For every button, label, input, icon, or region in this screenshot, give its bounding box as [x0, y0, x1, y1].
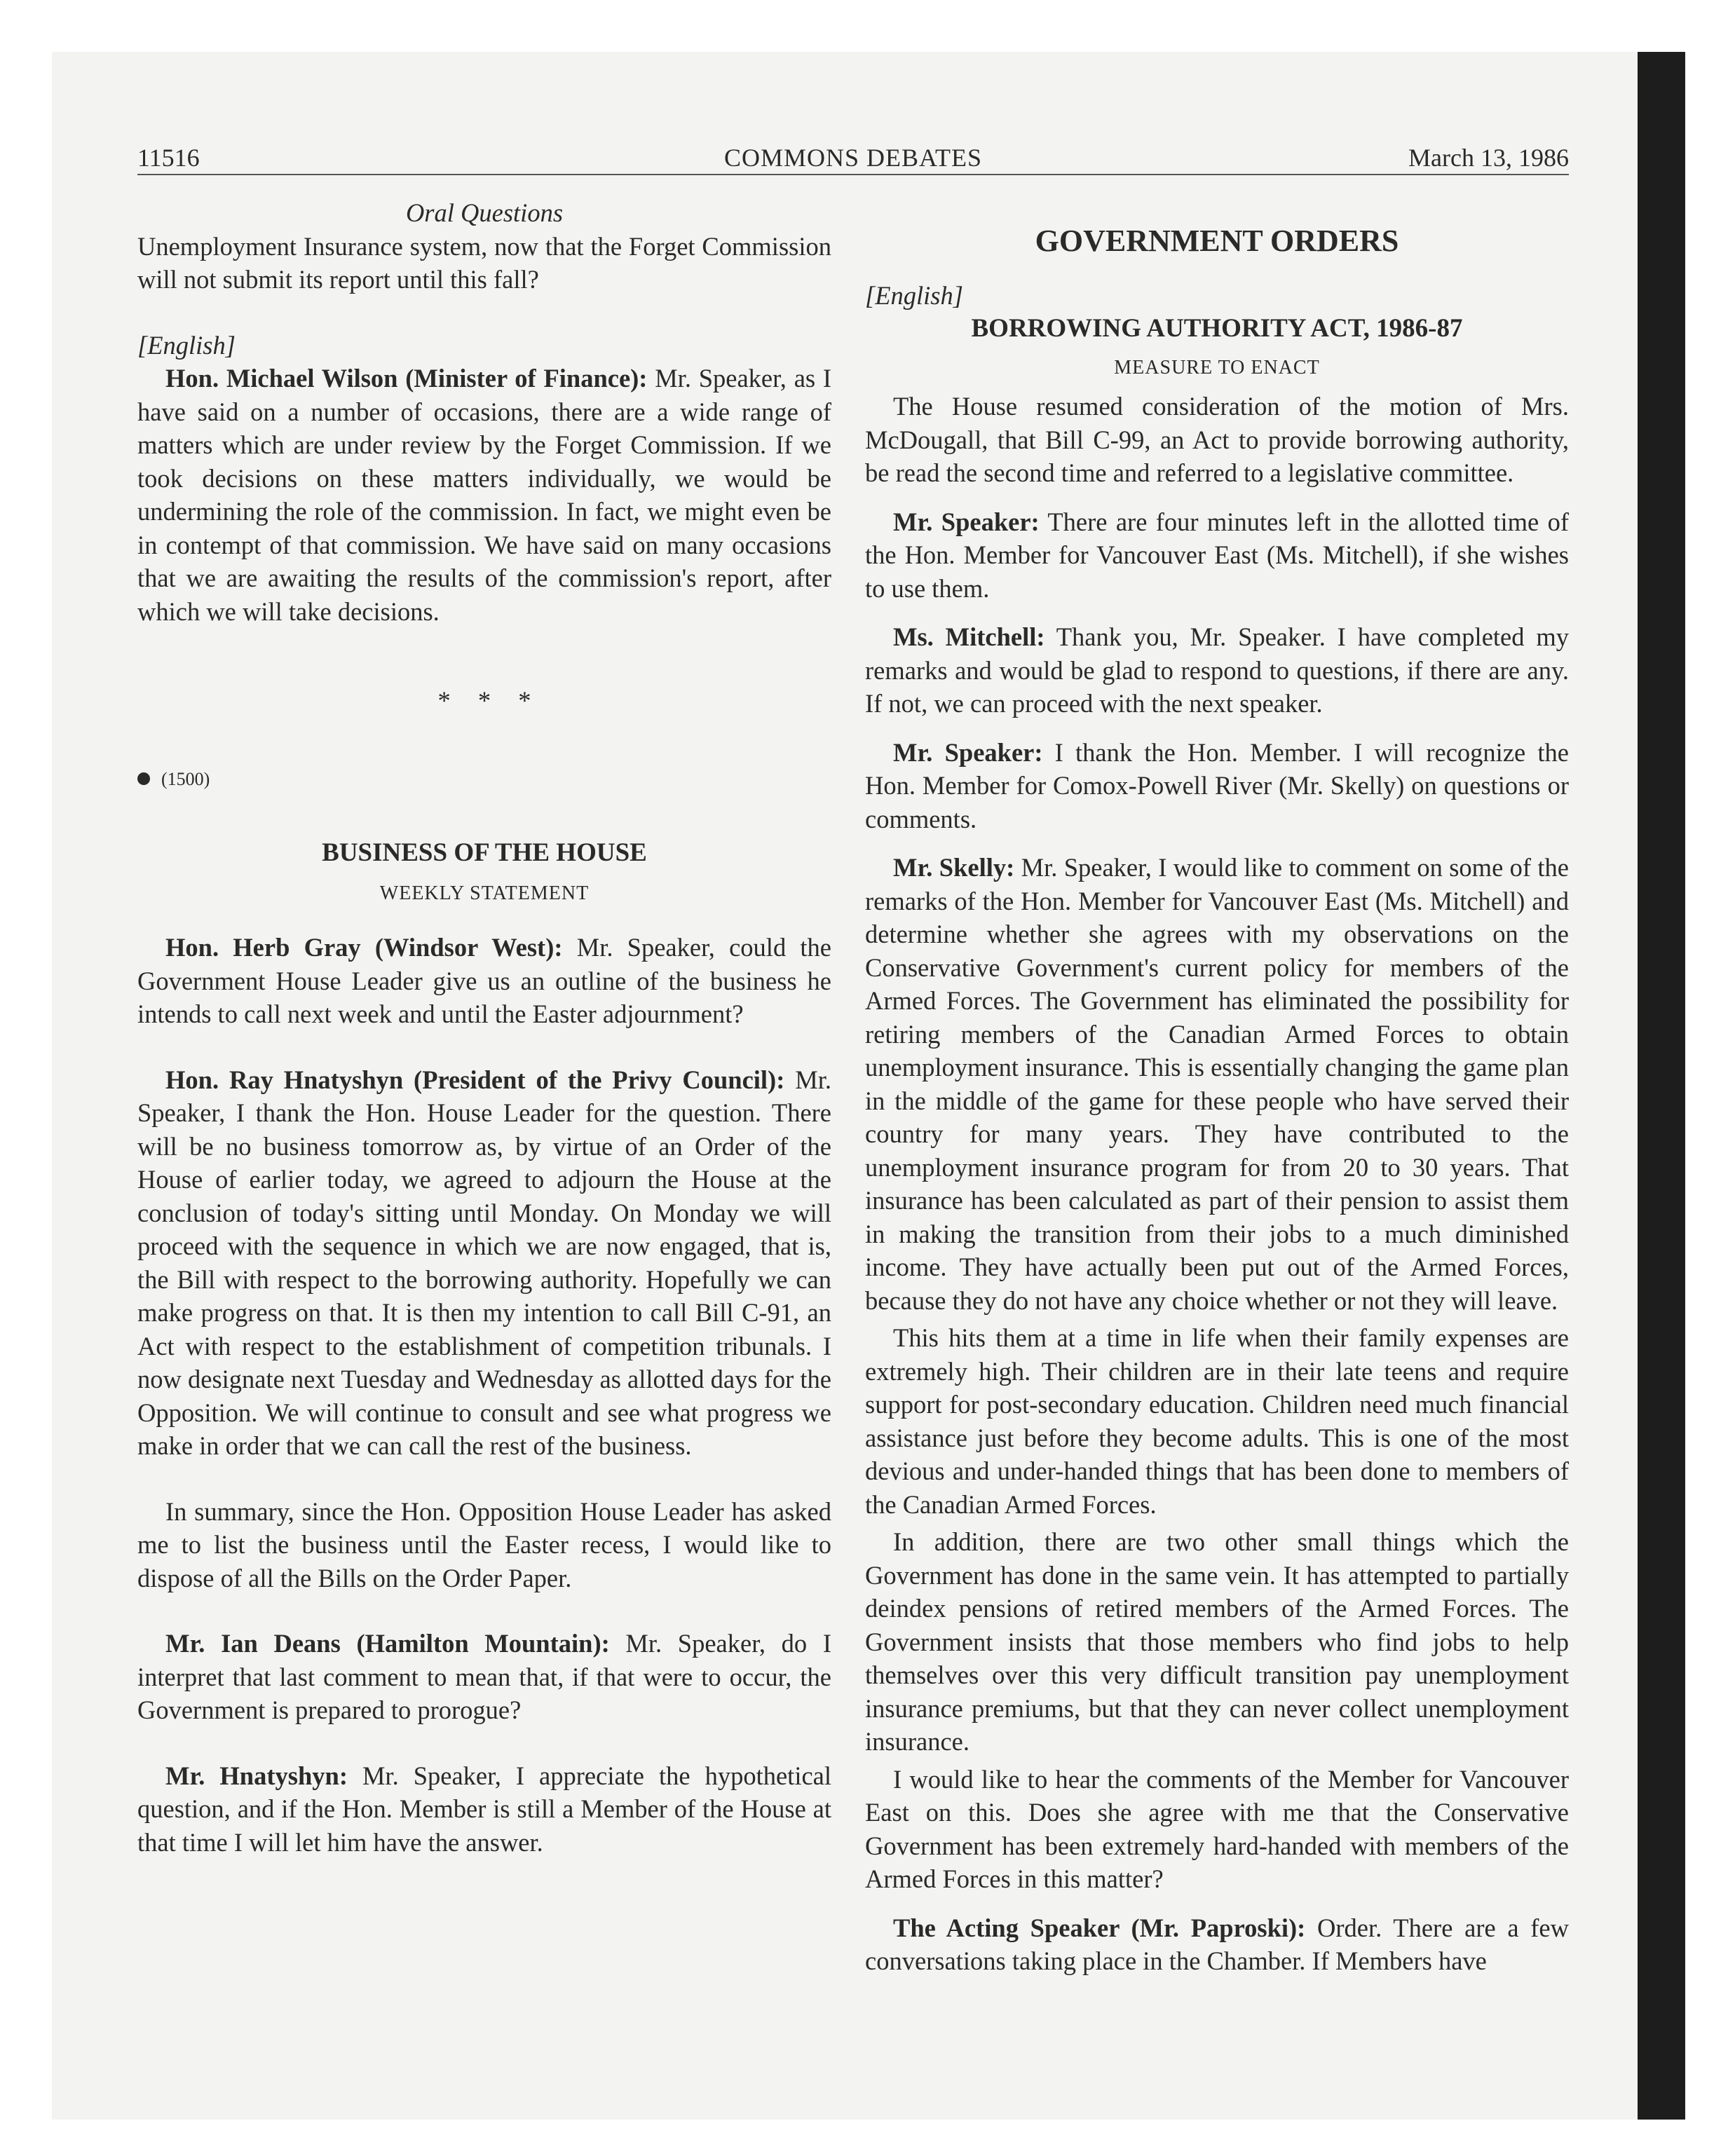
act-subtitle: MEASURE TO ENACT	[1114, 356, 1320, 378]
paragraph: The Acting Speaker (Mr. Paproski): Order. There are a few conversations taking place in the Chamber. If Members have	[865, 1913, 1569, 1975]
speaker-name: Ms. Mitchell:	[893, 622, 1045, 651]
speaker-name: Mr. Hnatyshyn:	[165, 1761, 348, 1790]
paragraph: Hon. Herb Gray (Windsor West): Mr. Speaker, could the Government House Leader give us an outline of the business he intends to call next week and until the Easter adjournment?	[137, 933, 831, 1028]
paragraph: Mr. Speaker: There are four minutes left in the allotted time of the Hon. Member for Vancouver East (Ms. Mitchell), if she wishes to use them.	[865, 507, 1569, 603]
language-marker: [English]	[137, 330, 236, 360]
paragraph: Hon. Ray Hnatyshyn (President of the Privy Council): Mr. Speaker, I thank the Hon. House Leader for the question. There will be no business tomorrow as, by virtue of an Order of the House of earlier today, we agreed to adjourn the House at the conclusion of today's sitting until Monday. On Monday we will proceed with the sequence in which we are now engaged, that is, the Bill with respect to the borrowing authority. Hopefully we can make progress on that. It is then my intention to call Bill C-91, an Act with respect to the establishment of competition tribunals. I now designate next Tuesday and Wednesday as allotted days for the Opposition. We will continue to consult and see what progress we make in order that we can call the rest of the business.	[137, 1065, 831, 1460]
speaker-name: Hon. Michael Wilson (Minister of Finance):	[165, 364, 648, 393]
page-number: 11516	[137, 144, 200, 172]
section-label: Oral Questions	[405, 198, 564, 227]
page-header	[137, 143, 1569, 175]
speaker-name: Mr. Ian Deans (Hamilton Mountain):	[165, 1629, 610, 1658]
section-title: GOVERNMENT ORDERS	[1035, 224, 1399, 258]
paragraph: This hits them at a time in life when their family expenses are extremely high. Their children are in their late teens and require support for post-secondary education. Children need much financial assistance just before they become adults. This is one of the most devious and under-handed things that has been done to members of the Canadian Armed Forces.	[865, 1323, 1569, 1519]
paragraph: Mr. Skelly: Mr. Speaker, I would like to comment on some of the remarks of the Hon. Member for Vancouver East (Ms. Mitchell) and determine whether she agrees with my observations on the Conservative Government's current policy for members of the Armed Forces. The Government has eliminated the possibility for retiring members of the Canadian Armed Forces to obtain unemployment insurance. This is essentially changing the game plan in the middle of the game for these people who have served their country for many years. They have contributed to the unemployment insurance program for from 20 to 30 years. That insurance has been calculated as part of their pension to assist them in making the transition from their jobs to a much diminished income. They have actually been put out of the Armed Forces, because they do not have any choice whether or not they will leave.	[865, 853, 1569, 1315]
scan-edge-shadow	[1638, 52, 1685, 2120]
bullet-icon	[137, 772, 150, 785]
paragraph: In summary, since the Hon. Opposition House Leader has asked me to list the business until the Easter recess, I would like to dispose of all the Bills on the Order Paper.	[137, 1496, 831, 1592]
speaker-name: Mr. Skelly:	[893, 853, 1015, 882]
language-marker: [English]	[865, 280, 963, 310]
section-subtitle: WEEKLY STATEMENT	[379, 882, 590, 904]
speaker-name: The Acting Speaker (Mr. Paproski):	[893, 1913, 1306, 1942]
paragraph: Unemployment Insurance system, now that the Forget Commission will not submit its report until this fall?	[137, 231, 831, 294]
paragraph: The House resumed consideration of the motion of Mrs. McDougall, that Bill C-99, an Act to provide borrowing authority, be read the second time and referred to a legislative committee.	[865, 392, 1569, 487]
paragraph: Mr. Hnatyshyn: Mr. Speaker, I appreciate the hypothetical question, and if the Hon. Member is still a Member of the House at that time I will let him have the answer.	[137, 1761, 831, 1857]
speaker-name: Mr. Speaker:	[893, 737, 1043, 767]
paragraph: Hon. Michael Wilson (Minister of Finance): Mr. Speaker, as I have said on a number of occasions, there are a wide range of matters which are under review by the Forget Commission. If we took decisions on these matters individually, we would be undermining the role of the commission. In fact, we might even be in contempt of that commission. We have said on many occasions that we are awaiting the results of the commission's report, after which we will take decisions.	[137, 364, 832, 626]
page-date: March 13, 1986	[1408, 144, 1569, 172]
section-divider: * * *	[437, 686, 531, 715]
time-marker: (1500)	[137, 760, 831, 796]
section-title: BUSINESS OF THE HOUSE	[322, 838, 647, 867]
paragraph: I would like to hear the comments of the Member for Vancouver East on this. Does she agree with me that the Conservative Government has been extremely hard-handed with members of the Armed Forces in this matter?	[865, 1764, 1569, 1893]
act-title: BORROWING AUTHORITY ACT, 1986-87	[971, 314, 1463, 343]
left-column	[137, 196, 831, 1859]
paragraph: Mr. Ian Deans (Hamilton Mountain): Mr. Speaker, do I interpret that last comment to mean that, if that were to occur, the Government is prepared to prorogue?	[137, 1629, 831, 1724]
speaker-name: Hon. Herb Gray (Windsor West):	[165, 933, 563, 962]
right-column	[865, 196, 1569, 1978]
publication-title: COMMONS DEBATES	[723, 144, 983, 172]
speaker-name: Mr. Speaker:	[893, 507, 1040, 536]
paragraph: Mr. Speaker: I thank the Hon. Member. I will recognize the Hon. Member for Comox-Powell River (Mr. Skelly) on questions or comments.	[865, 737, 1569, 833]
speaker-name: Hon. Ray Hnatyshyn (President of the Privy Council):	[165, 1065, 785, 1094]
paragraph: Ms. Mitchell: Thank you, Mr. Speaker. I have completed my remarks and would be glad to respond to questions, if there are any. If not, we can proceed with the next speaker.	[865, 622, 1569, 718]
paragraph: In addition, there are two other small things which the Government has done in the same vein. It has attempted to partially deindex pensions of retired members of the Armed Forces. The Government insists that those members who find jobs to help themselves over this very difficult transition pay unemployment insurance premiums, but that they can never collect unemployment insurance.	[865, 1527, 1569, 1756]
